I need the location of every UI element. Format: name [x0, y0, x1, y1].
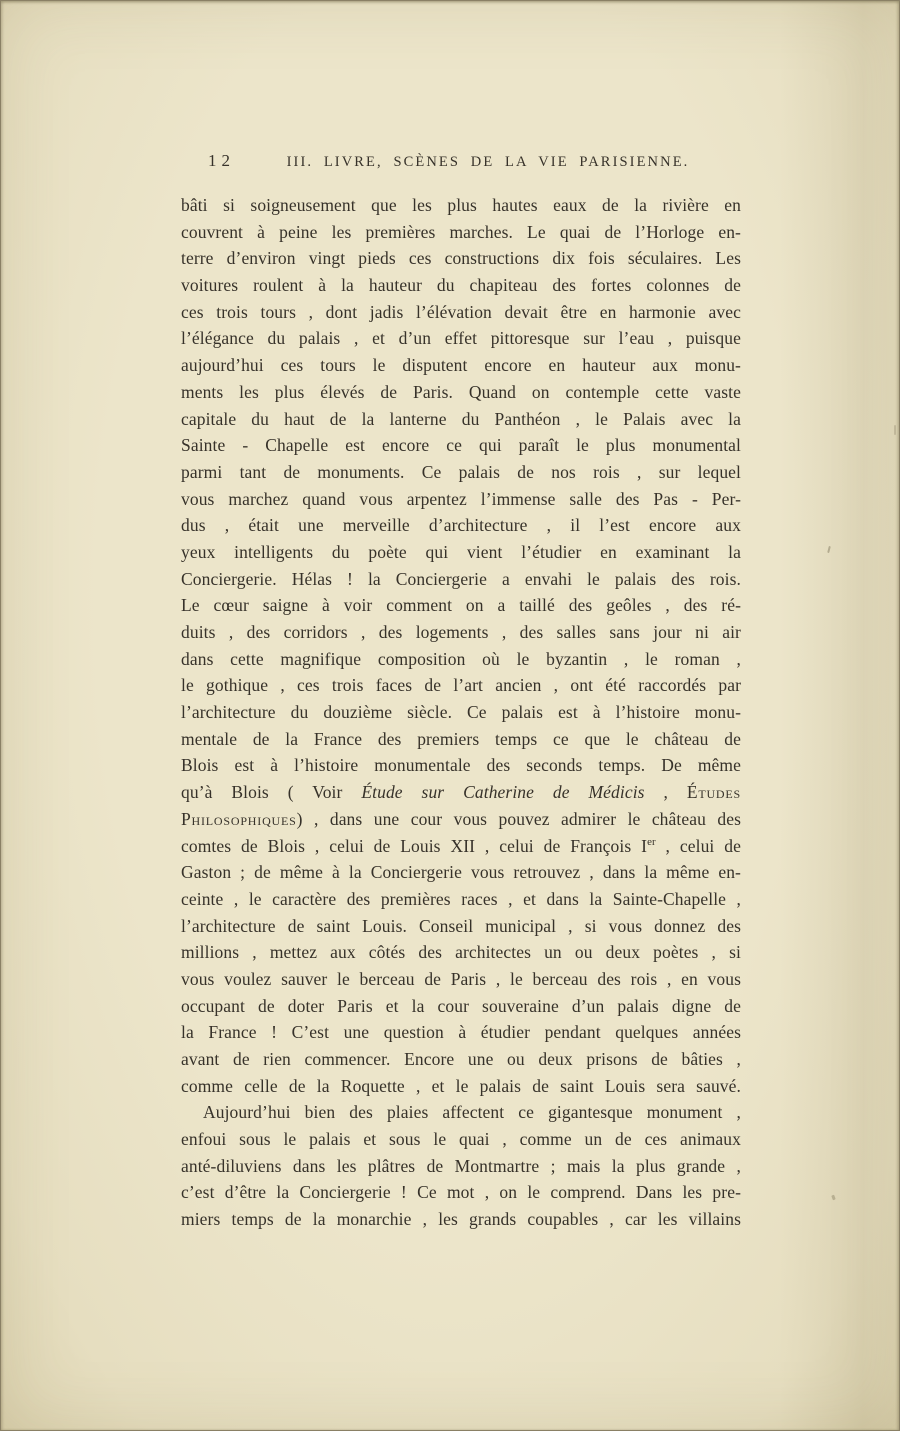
- text-run-i: Étude sur Catherine de Médicis: [361, 782, 645, 803]
- text-run: mentale de la France des premiers temps ce que le château de: [181, 728, 741, 749]
- text-run: Sainte - Chapelle est encore ce qui paraît le plus monumental: [181, 435, 741, 456]
- text-line: [181, 966, 741, 993]
- text-line: [181, 726, 741, 753]
- text-line: [181, 219, 741, 246]
- text-line: [181, 646, 741, 673]
- text-run: Le cœur saigne à voir comment on a taillé des geôles , des ré-: [181, 595, 741, 616]
- text-run: dans cette magnifique composition où le byzantin , le roman ,: [181, 648, 741, 669]
- text-line: [181, 619, 741, 646]
- text-line: [181, 1019, 741, 1046]
- text-line: [181, 1179, 741, 1206]
- text-line: [181, 406, 741, 433]
- text-run: bâti si soigneusement que les plus hautes eaux de la rivière en: [181, 195, 741, 215]
- text-line: [181, 886, 741, 913]
- text-run: ces trois tours , dont jadis l’élévation devait être en harmonie avec: [181, 301, 741, 322]
- text-line: [181, 1206, 741, 1233]
- text-line: [181, 833, 741, 860]
- text-line: [181, 512, 741, 539]
- text-run: comme celle de la Roquette , et le palais de saint Louis sera sauvé.: [181, 1075, 741, 1096]
- text-run: comtes de Blois , celui de Louis XII , celui de François I: [181, 835, 648, 856]
- text-line: [181, 432, 741, 459]
- text-run: enfoui sous le palais et sous le quai , comme un de ces animaux: [181, 1129, 741, 1150]
- text-run-sc: Études: [686, 782, 741, 803]
- text-run: l’élégance du palais , et d’un effet pittoresque sur l’eau , puisque: [181, 328, 741, 349]
- text-line: [181, 539, 741, 566]
- text-line: [181, 245, 741, 272]
- scan-speck: [831, 1195, 836, 1201]
- text-run: la France ! C’est une question à étudier pendant quelques années: [181, 1022, 741, 1043]
- text-line: [181, 272, 741, 299]
- text-run: Conciergerie. Hélas ! la Conciergerie a envahi le palais des rois.: [181, 568, 741, 589]
- text-run-sc: Philosophiques: [181, 808, 297, 829]
- text-line: [181, 993, 741, 1020]
- text-block: [181, 192, 741, 1233]
- text-run: l’architecture de saint Louis. Conseil municipal , si vous donnez des: [181, 915, 741, 936]
- text-line: [181, 699, 741, 726]
- text-run: qu’à Blois ( Voir: [181, 782, 362, 803]
- text-run: vous marchez quand vous arpentez l’immense salle des Pas - Per-: [181, 488, 741, 509]
- text-line: [181, 1073, 741, 1100]
- text-line: [181, 592, 741, 619]
- text-run: terre d’environ vingt pieds ces constructions dix fois séculaires. Les: [181, 248, 741, 269]
- text-line: [181, 1153, 741, 1180]
- scan-speck: [894, 425, 896, 435]
- text-run: Gaston ; de même à la Conciergerie vous retrouvez , dans la même en-: [181, 862, 741, 883]
- text-run: yeux intelligents du poète qui vient l’étudier en examinant la: [181, 541, 741, 562]
- text-run: occupant de doter Paris et la cour souveraine d’un palais digne de: [181, 995, 741, 1016]
- text-line: [181, 299, 741, 326]
- text-run: duits , des corridors , des logements , des salles sans jour ni air: [181, 622, 741, 642]
- text-line: [181, 566, 741, 593]
- text-line: [181, 939, 741, 966]
- page-number: 12: [208, 151, 235, 170]
- text-run: vous voulez sauver le berceau de Paris , le berceau des rois , en vous: [181, 968, 741, 989]
- text-line: [181, 325, 741, 352]
- text-line: [181, 352, 741, 379]
- text-run: c’est d’être la Conciergerie ! Ce mot , on le comprend. Dans les pre-: [181, 1182, 741, 1203]
- text-run: voitures roulent à la hauteur du chapiteau des fortes colonnes de: [181, 275, 741, 296]
- text-run: anté-diluviens dans les plâtres de Montmartre ; mais la plus grande ,: [181, 1155, 741, 1176]
- text-line: [181, 752, 741, 779]
- scan-speck: [827, 546, 831, 553]
- text-run-sup: er: [647, 835, 656, 848]
- running-header-title: III. LIVRE, SCÈNES DE LA VIE PARISIENNE.: [286, 154, 690, 170]
- text-run: ceinte , le caractère des premières races , et dans la Sainte-Chapelle ,: [181, 888, 741, 909]
- text-run: Blois est à l’histoire monumentale des seconds temps. De même: [181, 755, 741, 776]
- text-run: avant de rien commencer. Encore une ou deux prisons de bâties ,: [181, 1049, 741, 1069]
- text-line: [181, 379, 741, 406]
- text-run: capitale du haut de la lanterne du Panthéon , le Palais avec la: [181, 408, 741, 429]
- running-header: [181, 151, 741, 171]
- text-run: aujourd’hui ces tours le disputent encore en hauteur aux monu-: [181, 355, 741, 376]
- text-run: ,: [644, 782, 687, 803]
- text-run: , celui de: [655, 835, 741, 856]
- text-area: [181, 151, 741, 1233]
- text-line: [181, 672, 741, 699]
- text-run: Aujourd’hui bien des plaies affectent ce gigantesque monument ,: [203, 1102, 741, 1123]
- text-run: parmi tant de monuments. Ce palais de nos rois , sur lequel: [181, 461, 741, 482]
- text-line: [181, 1046, 741, 1073]
- text-line: [181, 459, 741, 486]
- text-run: le gothique , ces trois faces de l’art ancien , ont été raccordés par: [181, 675, 741, 696]
- text-run: millions , mettez aux côtés des architectes un ou deux poètes , si: [181, 942, 741, 963]
- text-run: miers temps de la monarchie , les grands coupables , car les villains: [181, 1209, 741, 1230]
- text-line: [181, 1099, 741, 1126]
- text-line: [181, 913, 741, 940]
- text-run: couvrent à peine les premières marches. Le quai de l’Horloge en-: [181, 221, 741, 242]
- text-line: [181, 806, 741, 833]
- text-line: [181, 192, 741, 219]
- text-run: dus , était une merveille d’architecture , il l’est encore aux: [181, 515, 741, 536]
- text-run: ) , dans une cour vous pouvez admirer le château des: [296, 808, 741, 829]
- text-line: [181, 1126, 741, 1153]
- text-run: ments les plus élevés de Paris. Quand on contemple cette vaste: [181, 381, 741, 402]
- text-run: l’architecture du douzième siècle. Ce palais est à l’histoire monu-: [181, 702, 741, 723]
- text-line: [181, 859, 741, 886]
- text-line: [181, 779, 741, 806]
- text-line: [181, 486, 741, 513]
